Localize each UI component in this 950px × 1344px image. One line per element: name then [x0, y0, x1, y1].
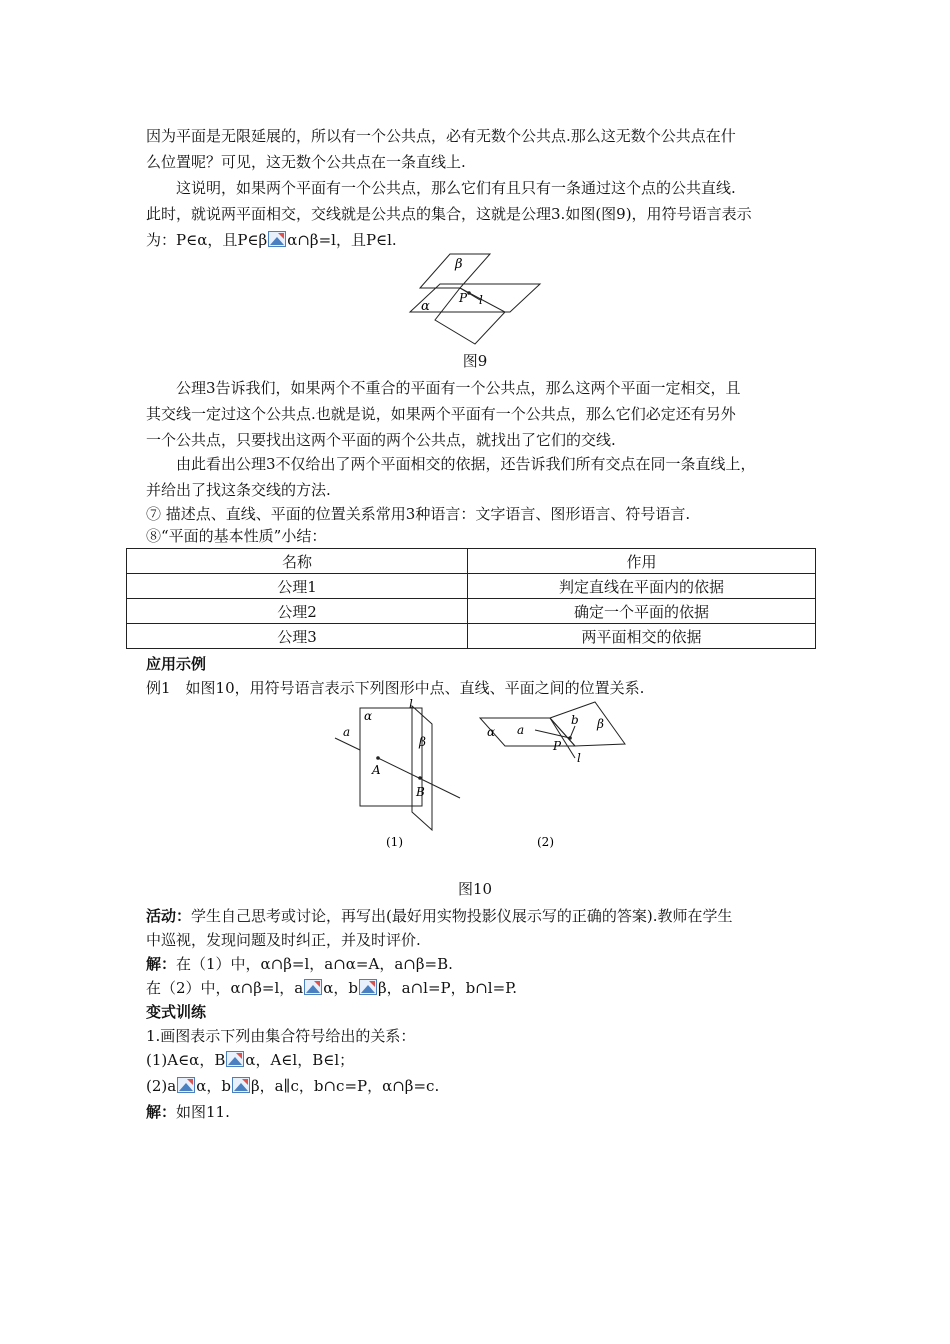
broken-image-icon [232, 1076, 250, 1092]
fig9-caption: 图9 [462, 352, 488, 370]
solution2-label: 解： [146, 1103, 177, 1121]
table-row [127, 574, 816, 599]
fig10-1-a: a [343, 725, 351, 739]
exercise-text3c: β，a∥c，b∩c=P，α∩β=c. [250, 1077, 440, 1095]
section-variant-heading: 变式训练 [146, 1003, 207, 1021]
fig10-2-beta: β [597, 717, 604, 731]
example-1: 例1 如图10，用符号语言表示下列图形中点、直线、平面之间的位置关系. [146, 679, 645, 697]
activity-text1: 学生自己思考或讨论，再写出(最好用实物投影仪展示写的正确的答案).教师在学生 [191, 907, 733, 925]
table-cell: 公理1 [127, 574, 468, 599]
solution1-line1 [146, 952, 453, 976]
table-cell: 公理2 [127, 599, 468, 624]
item-7: ⑦ 描述点、直线、平面的位置关系常用3种语言：文字语言、图形语言、符号语言. [146, 505, 691, 523]
fig10-1-beta: β [419, 735, 426, 749]
table-cell: 两平面相交的依据 [468, 624, 816, 649]
table-header-row [127, 549, 816, 574]
table-row [127, 599, 816, 624]
exercise-text3b: α，b [196, 1077, 231, 1095]
para2-line2: 此时，就说两平面相交，交线就是公共点的集合，这就是公理3.如图(图9)，用符号语言表示 [146, 205, 752, 223]
para3-line1: 公理3告诉我们，如果两个不重合的平面有一个公共点，那么这两个平面一定相交，且 [176, 379, 741, 397]
fig10-1-A: A [372, 763, 381, 777]
solution2-line [146, 1100, 230, 1124]
para2-line3-a: 为：P∈α，且P∈β [146, 231, 268, 249]
fig9-label-beta: β [455, 257, 463, 272]
figure-9 [405, 246, 545, 346]
exercise-text2a: (1)A∈α，B [146, 1051, 226, 1069]
solution1-label: 解： [146, 955, 177, 973]
table-cell: 确定一个平面的依据 [468, 599, 816, 624]
fig10-1-B: B [416, 785, 425, 799]
solution1-text2a: 在（2）中，α∩β=l，a [146, 979, 304, 997]
broken-image-icon [226, 1050, 244, 1066]
broken-image-icon [268, 230, 286, 246]
exercise-text2b: α，A∈l，B∈l； [245, 1051, 355, 1069]
exercise-line3 [146, 1074, 439, 1098]
solution1-text2b: α，b [323, 979, 358, 997]
broken-image-icon [359, 978, 377, 994]
para3-line2: 其交线一定过这个公共点.也就是说，如果两个平面有一个公共点，那么它们必定还有另外 [146, 405, 736, 423]
solution1-text1: 在（1）中，α∩β=l，a∩α=A，a∩β=B. [176, 955, 453, 973]
para2-line1: 这说明，如果两个平面有一个公共点，那么它们有且只有一条通过这个点的公共直线. [176, 179, 736, 197]
para2-line3 [146, 228, 397, 252]
para1-line1: 因为平面是无限延展的，所以有一个公共点，必有无数个公共点.那么这无数个公共点在什 [146, 127, 736, 145]
fig10-2-alpha: α [487, 725, 496, 739]
table-header-role: 作用 [468, 549, 816, 574]
solution1-line2 [146, 976, 517, 1000]
fig9-label-l: l [479, 293, 483, 307]
section-apply-heading: 应用示例 [146, 655, 207, 673]
table-cell: 公理3 [127, 624, 468, 649]
item-8: ⑧“平面的基本性质”小结： [146, 527, 327, 545]
para1-line2: 么位置呢？可见，这无数个公共点在一条直线上. [146, 153, 466, 171]
fig10-2-P: P [553, 739, 562, 753]
broken-image-icon [304, 978, 322, 994]
fig9-label-p: P [459, 291, 468, 305]
figure-10-2 [475, 698, 655, 858]
fig10-2-b: b [571, 713, 579, 727]
activity-line2: 中巡视，发现问题及时纠正，并及时评价. [146, 931, 421, 949]
summary-table [126, 548, 816, 649]
activity-line1 [146, 904, 733, 928]
exercise-text3a: (2)a [146, 1077, 177, 1095]
para2-line3-b: α∩β=l，且P∈l. [287, 231, 397, 249]
activity-label: 活动： [146, 907, 192, 925]
solution2-text: 如图11. [176, 1103, 230, 1121]
table-header-name: 名称 [127, 549, 468, 574]
broken-image-icon [177, 1076, 195, 1092]
table-row [127, 624, 816, 649]
fig10-1-alpha: α [364, 709, 373, 723]
fig9-label-alpha: α [421, 299, 430, 314]
para3-line3: 一个公共点，只要找出这两个平面的两个公共点，就找出了它们的交线. [146, 431, 616, 449]
fig10-2-a: a [517, 723, 525, 737]
fig10-2-subcaption: (2) [537, 835, 554, 849]
solution1-text2c: β，a∩l=P，b∩l=P. [377, 979, 517, 997]
fig10-1-subcaption: (1) [386, 835, 403, 849]
para4-line1: 由此看出公理3不仅给出了两个平面相交的依据，还告诉我们所有交点在同一条直线上， [176, 455, 756, 473]
figure-10-1 [330, 698, 470, 858]
para4-line2: 并给出了找这条交线的方法. [146, 481, 331, 499]
fig10-2-l: l [577, 751, 581, 765]
exercise-line1: 1.画图表示下列由集合符号给出的关系： [146, 1027, 416, 1045]
fig10-1-l: l [409, 698, 413, 711]
fig10-caption: 图10 [457, 880, 493, 898]
table-cell: 判定直线在平面内的依据 [468, 574, 816, 599]
exercise-line2 [146, 1048, 354, 1072]
